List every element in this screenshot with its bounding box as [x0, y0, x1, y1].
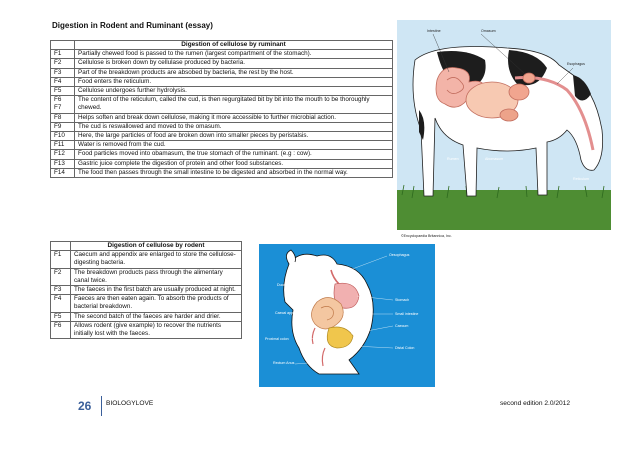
reticulum-shape — [509, 84, 529, 100]
row-code: F1 — [51, 251, 71, 268]
ruminant-table — [50, 40, 393, 178]
row-text: The content of the reticulum, called the cud, is then regurgitated bit by bit into the mouth to be thoroughly chewed. — [75, 96, 393, 113]
table-row — [51, 251, 242, 268]
row-text: Food particles moved into obamasum, the true stomach of the ruminant. (e.g : cow). — [75, 150, 393, 159]
row-code: F6 F7 — [51, 96, 75, 113]
table-row — [51, 159, 393, 168]
table-row — [51, 321, 242, 338]
caecal-appendix-label: Caecal appendix — [275, 311, 302, 315]
table-row — [51, 295, 242, 312]
row-code: F4 — [51, 77, 75, 86]
row-code: F11 — [51, 141, 75, 150]
reticulum-label: Reticulum — [573, 177, 589, 181]
duodenum-label: Duodenum — [277, 283, 295, 287]
table-row — [51, 268, 242, 285]
row-code: F2 — [51, 59, 75, 68]
footer-divider — [101, 396, 102, 416]
row-code: F9 — [51, 122, 75, 131]
row-text: Allows rodent (give example) to recover the nutrients initially lost with the faeces. — [71, 321, 242, 338]
ruminant-table-header: Digestion of cellulose by ruminant — [75, 41, 393, 50]
page-number: 26 — [78, 399, 92, 413]
row-text: Gastric juice complete the digestion of protein and other food substances. — [75, 159, 393, 168]
row-code: F12 — [51, 150, 75, 159]
intestine-label: Intestine — [427, 29, 441, 33]
abomasum-shape — [500, 109, 518, 121]
figure-credit: ©Encyclopaedia Britannica, Inc. — [401, 234, 452, 238]
row-text: The second batch of the faeces are harder and drier. — [71, 312, 242, 321]
row-code: F5 — [51, 87, 75, 96]
row-code: F4 — [51, 295, 71, 312]
table-row — [51, 113, 393, 122]
row-code: F3 — [51, 286, 71, 295]
row-code: F13 — [51, 159, 75, 168]
row-text: The breakdown products pass through the alimentary canal twice. — [71, 268, 242, 285]
oesophagus-label: Oesophagus — [389, 253, 410, 257]
omasum-shape — [523, 73, 535, 83]
page-title: Digestion in Rodent and Ruminant (essay) — [52, 21, 213, 30]
ruminant-table-blank-header — [51, 41, 75, 50]
rodent-table-blank-header — [51, 242, 71, 251]
row-code: F2 — [51, 268, 71, 285]
table-row — [51, 96, 393, 113]
distal-colon-label: Distal Colon — [395, 346, 415, 350]
abomasum-label: Abomasum — [485, 157, 504, 161]
table-row — [51, 132, 393, 141]
table-row — [51, 122, 393, 131]
stomach-label: Stomach — [395, 298, 410, 302]
rodent-table-header: Digestion of cellulose by rodent — [71, 242, 242, 251]
row-code: F3 — [51, 68, 75, 77]
footer-edition: second edition 2.0/2012 — [499, 400, 570, 407]
row-text: Cellulose is broken down by cellulase produced by bacteria. — [75, 59, 393, 68]
rumen-label: Rumen — [447, 157, 459, 161]
row-text: The food then passes through the small intestine to be digested and absorbed in the normal way. — [75, 168, 393, 177]
row-text: Partially chewed food is passed to the rumen (largest compartment of the stomach). — [75, 50, 393, 59]
table-row — [51, 312, 242, 321]
row-text: Part of the breakdown products are absobed by bacteria, the rest by the host. — [75, 68, 393, 77]
row-text: Food enters the reticulum. — [75, 77, 393, 86]
table-row — [51, 50, 393, 59]
table-row — [51, 141, 393, 150]
proximal-colon-label: Proximal colon — [265, 337, 289, 341]
table-row — [51, 87, 393, 96]
caecum-label: Caecum — [395, 324, 409, 328]
omasum-label: Omasum — [481, 29, 496, 33]
table-row — [51, 59, 393, 68]
footer-brand: BIOLOGYLOVE — [106, 400, 154, 407]
row-code: F6 — [51, 321, 71, 338]
table-row — [51, 286, 242, 295]
cow-digestive-system-figure — [397, 20, 611, 240]
row-text: Cellulose undergoes further hydrolysis. — [75, 87, 393, 96]
small-intestine-label: Small intestine — [395, 312, 419, 316]
table-row — [51, 168, 393, 177]
row-code: F10 — [51, 132, 75, 141]
row-text: The cud is reswallowed and moved to the omasum. — [75, 122, 393, 131]
colon-label: Colon — [287, 299, 297, 303]
row-code: F14 — [51, 168, 75, 177]
row-text: Faeces are then eaten again. To absorb the products of bacterial breakdown. — [71, 295, 242, 312]
row-text: Helps soften and break down cellulose, making it more accessible to further microbial action. — [75, 113, 393, 122]
row-text: Water is removed from the cud. — [75, 141, 393, 150]
table-row — [51, 68, 393, 77]
row-text: Caecum and appendix are enlarged to store the cellulose-digesting bacteria. — [71, 251, 242, 268]
row-code: F5 — [51, 312, 71, 321]
row-code: F8 — [51, 113, 75, 122]
rodent-digestive-system-figure — [259, 244, 435, 387]
row-text: The faeces in the first batch are usually produced at night. — [71, 286, 242, 295]
row-code: F1 — [51, 50, 75, 59]
table-row — [51, 77, 393, 86]
esophagus-label: Esophagus — [567, 62, 585, 66]
row-text: Here, the large particles of food are broken down into smaller pieces by peristalsis. — [75, 132, 393, 141]
rodent-table — [50, 241, 242, 339]
table-row — [51, 150, 393, 159]
rectum-anus-label: Rectum Anus — [273, 361, 295, 365]
